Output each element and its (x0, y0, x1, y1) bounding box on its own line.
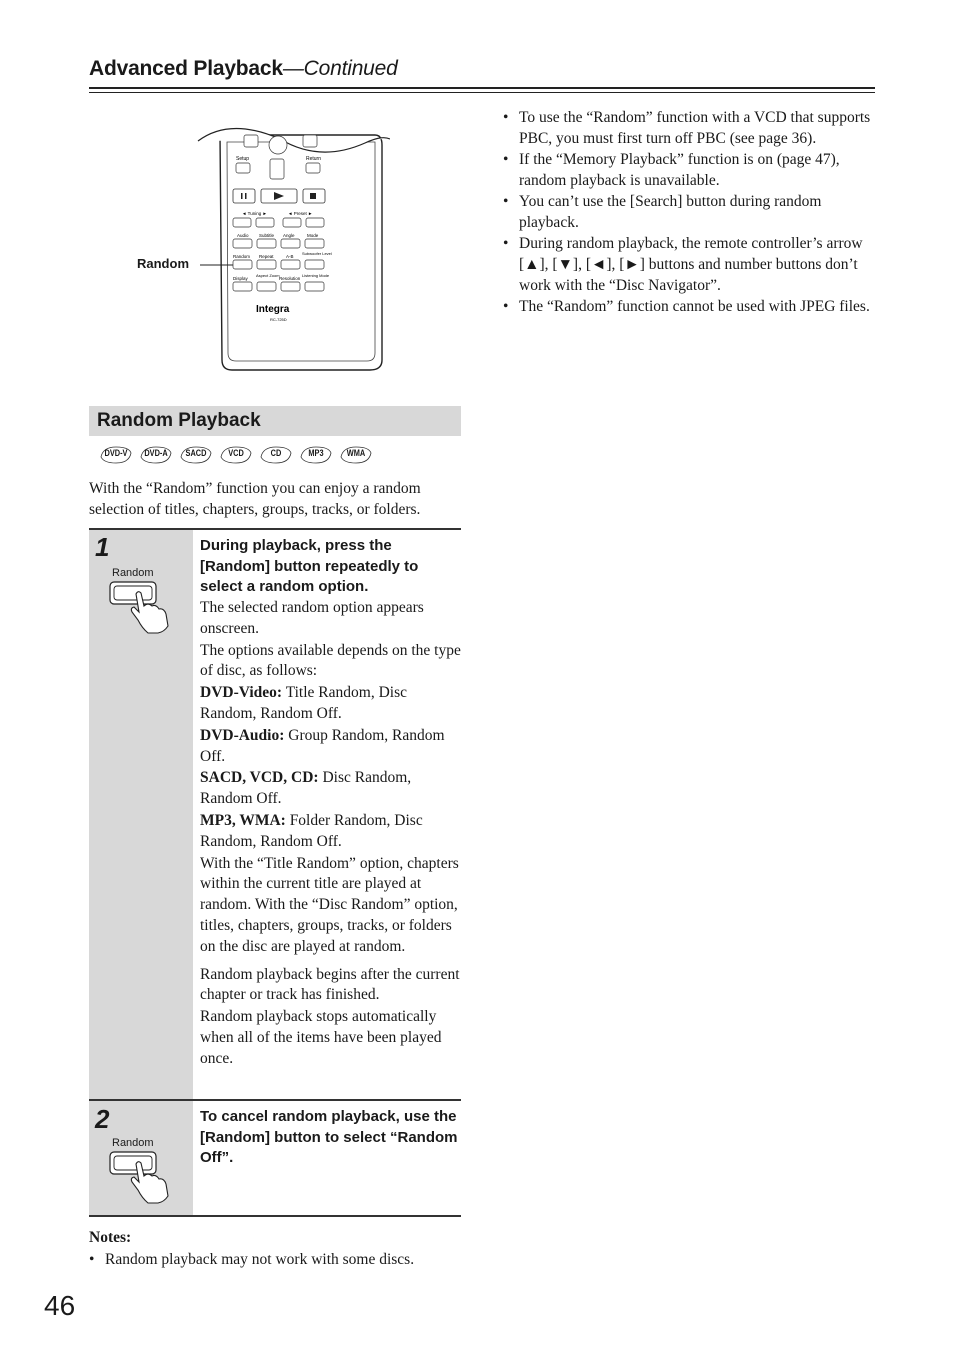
step-1-text: The options available depends on the type of disc, as follows: (200, 641, 461, 680)
option-text: Disc Random, Random Off. (200, 769, 412, 808)
option-text: Folder Random, Disc Random, Random Off. (200, 811, 423, 850)
disc-badge-label: DVD-A (144, 448, 168, 458)
step-1-option (200, 683, 462, 725)
remote-label-mode: Mode (307, 233, 319, 238)
disc-badge-label: DVD-V (104, 448, 128, 458)
step-1-heading: During playback, press the [Random] button repeatedly to select a random option. (200, 537, 419, 595)
remote-label-ab: A-B (286, 254, 294, 259)
remote-callout-random: Random (137, 256, 189, 271)
header-rule-thin (89, 92, 875, 93)
remote-model: RC-725D (270, 317, 287, 322)
step-1-button-label: Random (112, 567, 154, 579)
notes-item: • Random playback may not work with some discs. (89, 1249, 469, 1270)
step-2-button-label: Random (112, 1137, 154, 1149)
page-number: 46 (44, 1290, 76, 1321)
step-1-option (200, 811, 462, 853)
disc-badge-cd (259, 445, 293, 465)
step-2-heading: To cancel random playback, use the [Random] button to select “Random Off”. (200, 1108, 458, 1166)
step-1-text: With the “Title Random” option, chapters within the current title are played at random. With the “Disc Random” option, titles, chapters, groups, tracks, or folders on the disc are played at random. (200, 854, 459, 955)
note-item: • The “Random” function cannot be used with JPEG files. (503, 296, 878, 317)
remote-label-subtitle: Subtitle (259, 233, 275, 238)
hand-press-icon (108, 580, 178, 635)
step-1-option (200, 726, 462, 768)
note-item: • If the “Memory Playback” function is on (page 47), random playback is unavailable. (503, 149, 878, 191)
page-header-title (89, 57, 398, 81)
remote-label-preset: ◄ Preset ► (288, 211, 313, 216)
disc-badge-label: CD (270, 448, 282, 458)
note-item: • During random playback, the remote controller’s arrow [▲], [▼], [◄], [►] buttons and number buttons don’t work with the “Disc Navigator”. (503, 233, 878, 296)
disc-badge-dvdv (99, 445, 133, 465)
option-label: DVD-Audio: (200, 726, 285, 744)
remote-brand: Integra (256, 304, 290, 315)
remote-label-listening: Listening Mode (302, 273, 330, 278)
disc-badge-label: MP3 (308, 448, 324, 458)
section-intro: With the “Random” function you can enjoy a random selection of titles, chapters, groups, tracks, or folders. (89, 480, 421, 518)
step-1-option (200, 768, 462, 810)
disc-badge-label: WMA (346, 448, 366, 458)
option-text: Title Random, Disc Random, Random Off. (200, 684, 407, 722)
remote-label-angle: Angle (283, 233, 295, 238)
disc-badge-sacd (179, 445, 213, 465)
step-1-number: 1 (95, 532, 110, 562)
remote-label-repeat: Repeat (259, 254, 274, 259)
table-rule-bottom (89, 1215, 461, 1217)
disc-badge-dvda (139, 445, 173, 465)
remote-label-tuning: ◄ Tuning ► (242, 211, 267, 216)
option-label: SACD, VCD, CD: (200, 769, 319, 787)
note-item: • To use the “Random” function with a VCD that supports PBC, you must first turn off PBC (see page 36). (503, 107, 878, 149)
disc-badges (99, 445, 373, 467)
step-1-body (200, 598, 462, 1071)
note-item: • You can’t use the [Search] button during random playback. (503, 191, 878, 233)
option-label: MP3, WMA: (200, 811, 286, 829)
disc-badge-label: SACD (185, 448, 207, 458)
step-1-text: Random playback begins after the current chapter or track has finished. (200, 965, 460, 1004)
remote-label-aspect: Aspect Zoom (256, 273, 280, 278)
header-continued: —Continued (282, 57, 398, 80)
header-rule (89, 87, 875, 89)
hand-press-icon (108, 1150, 178, 1205)
disc-badge-label: VCD (228, 448, 244, 458)
disc-badge-mp3 (299, 445, 333, 465)
disc-badge-wma (339, 445, 373, 465)
remote-label-subwoofer: Subwoofer Level (302, 251, 332, 256)
step-2-number: 2 (95, 1104, 110, 1134)
remote-label-resolution: Resolution (279, 276, 301, 281)
remote-label-display: Display (233, 276, 248, 281)
option-text: Group Random, Random Off. (200, 726, 445, 765)
header-title-text: Advanced Playback (89, 57, 283, 80)
step-1-text: Random playback stops automatically when all of the items have been played once. (200, 1008, 442, 1067)
section-title: Random Playback (97, 410, 261, 431)
notes-heading: Notes: (89, 1229, 132, 1246)
remote-label-random: Random (233, 254, 251, 259)
remote-label-return: Return (306, 156, 322, 162)
remote-label-setup: Setup (236, 156, 250, 162)
remote-illustration (120, 125, 390, 375)
remote-drawing (120, 125, 390, 375)
remote-label-audio: Audio (237, 233, 249, 238)
right-column-notes (503, 107, 878, 317)
step-1-text: The selected random option appears onscreen. (200, 599, 424, 637)
option-label: DVD-Video: (200, 684, 283, 702)
notes-list (89, 1249, 469, 1270)
disc-badge-vcd (219, 445, 253, 465)
